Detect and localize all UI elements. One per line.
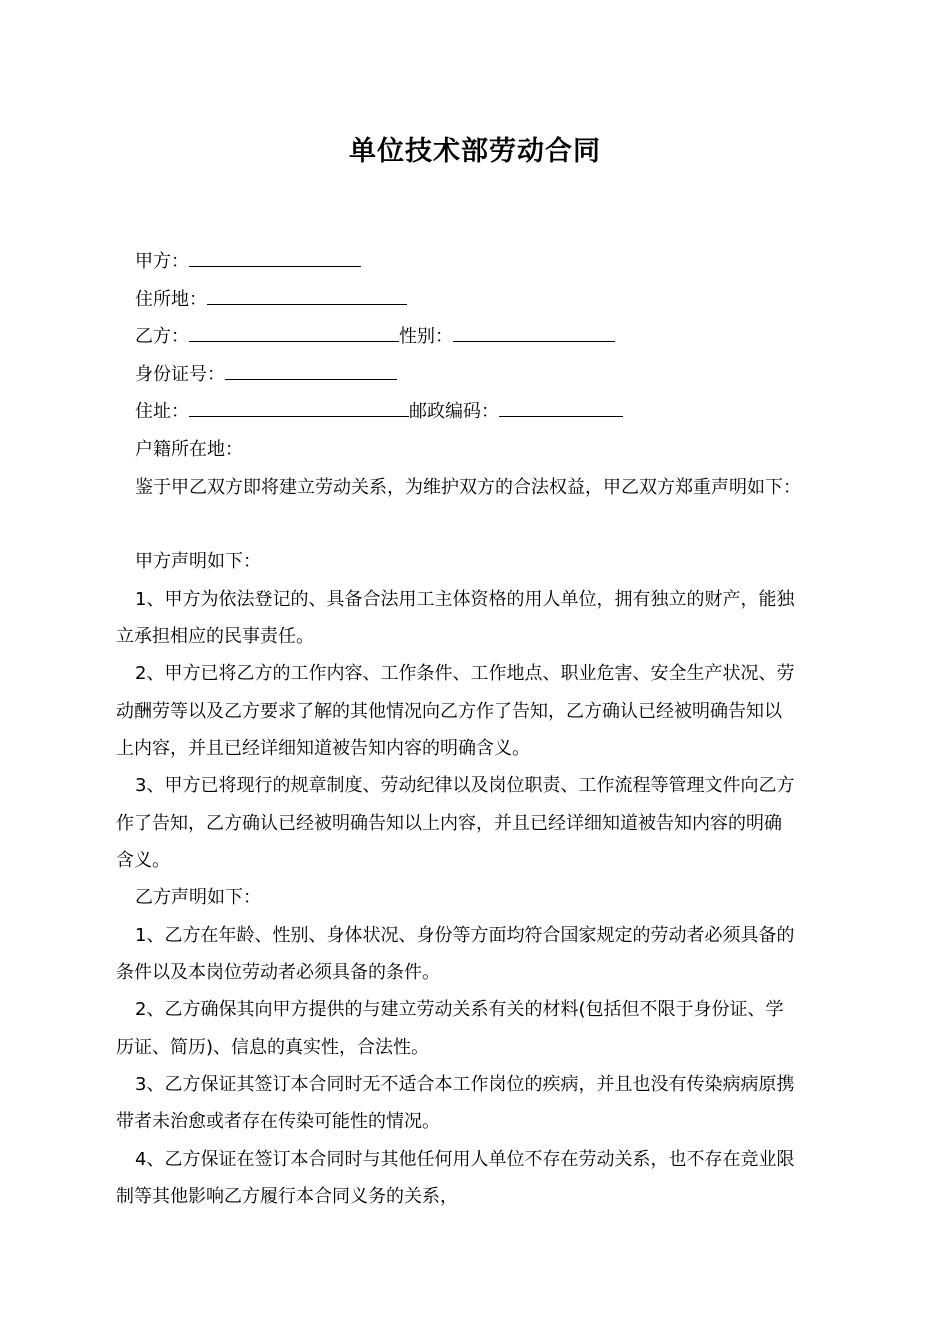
- gender-label: 性别：: [399, 326, 453, 347]
- party-a-line: 1、甲方为依法登记的、具备合法用工主体资格的用人单位，拥有独立的财产，能独: [135, 589, 795, 610]
- id-number-label: 身份证号：: [135, 364, 225, 385]
- party-b-declaration-heading: 乙方声明如下：: [135, 887, 261, 908]
- party-b-line: 2、乙方确保其向甲方提供的与建立劳动关系有关的材料(包括但不限于身份证、学: [135, 999, 784, 1020]
- party-a-line: 动酬劳等以及乙方要求了解的其他情况向乙方作了告知，乙方确认已经被明确告知以: [116, 701, 782, 722]
- residence-label: 住址：: [135, 401, 189, 422]
- party-a-line: 含义。: [116, 850, 170, 871]
- document-title: 单位技术部劳动合同: [349, 136, 601, 167]
- party-b-label: 乙方：: [135, 326, 189, 347]
- party-a-declaration-heading: 甲方声明如下：: [135, 551, 261, 572]
- party-a-line: 立承担相应的民事责任。: [116, 626, 314, 647]
- party-b-line: 条件以及本岗位劳动者必须具备的条件。: [116, 962, 440, 983]
- party-a-line: 作了告知，乙方确认已经被明确告知以上内容，并且已经详细知道被告知内容的明确: [116, 813, 782, 834]
- party-a-field: [135, 248, 950, 276]
- party-b-line: 制等其他影响乙方履行本合同义务的关系，: [116, 1186, 458, 1207]
- postcode-blank[interactable]: [499, 398, 623, 417]
- party-a-line: 上内容，并且已经详细知道被告知内容的明确含义。: [116, 738, 530, 759]
- party-a-line: 3、甲方已将现行的规章制度、劳动纪律以及岗位职责、工作流程等管理文件向乙方: [135, 775, 795, 796]
- party-b-line: 3、乙方保证其签订本合同时无不适合本工作岗位的疾病，并且也没有传染病病原携: [135, 1074, 795, 1095]
- address-blank[interactable]: [207, 286, 407, 305]
- household-registration-label: 户籍所在地：: [135, 439, 243, 460]
- party-a-blank[interactable]: [189, 248, 361, 267]
- preamble: 鉴于甲乙双方即将建立劳动关系，为维护双方的合法权益，甲乙双方郑重声明如下：: [135, 477, 801, 498]
- postcode-label: 邮政编码：: [409, 401, 499, 422]
- address-field: [135, 286, 950, 314]
- party-a-label: 甲方：: [135, 251, 189, 272]
- household-registration-field: [135, 436, 950, 464]
- party-b-line: 4、乙方保证在签订本合同时与其他任何用人单位不存在劳动关系，也不存在竞业限: [135, 1149, 795, 1170]
- residence-blank[interactable]: [189, 398, 409, 417]
- address-label: 住所地：: [135, 289, 207, 310]
- party-b-line: 历证、简历)、信息的真实性，合法性。: [116, 1037, 430, 1058]
- party-b-line: 1、乙方在年龄、性别、身体状况、身份等方面均符合国家规定的劳动者必须具备的: [135, 925, 795, 946]
- party-a-line: 2、甲方已将乙方的工作内容、工作条件、工作地点、职业危害、安全生产状况、劳: [135, 663, 795, 684]
- party-b-line: 带者未治愈或者存在传染可能性的情况。: [116, 1111, 440, 1132]
- party-b-blank[interactable]: [189, 323, 399, 342]
- residence-field: [135, 398, 950, 426]
- party-b-field: [135, 323, 950, 351]
- gender-blank[interactable]: [453, 323, 615, 342]
- id-number-blank[interactable]: [225, 361, 397, 380]
- id-number-field: [135, 361, 950, 389]
